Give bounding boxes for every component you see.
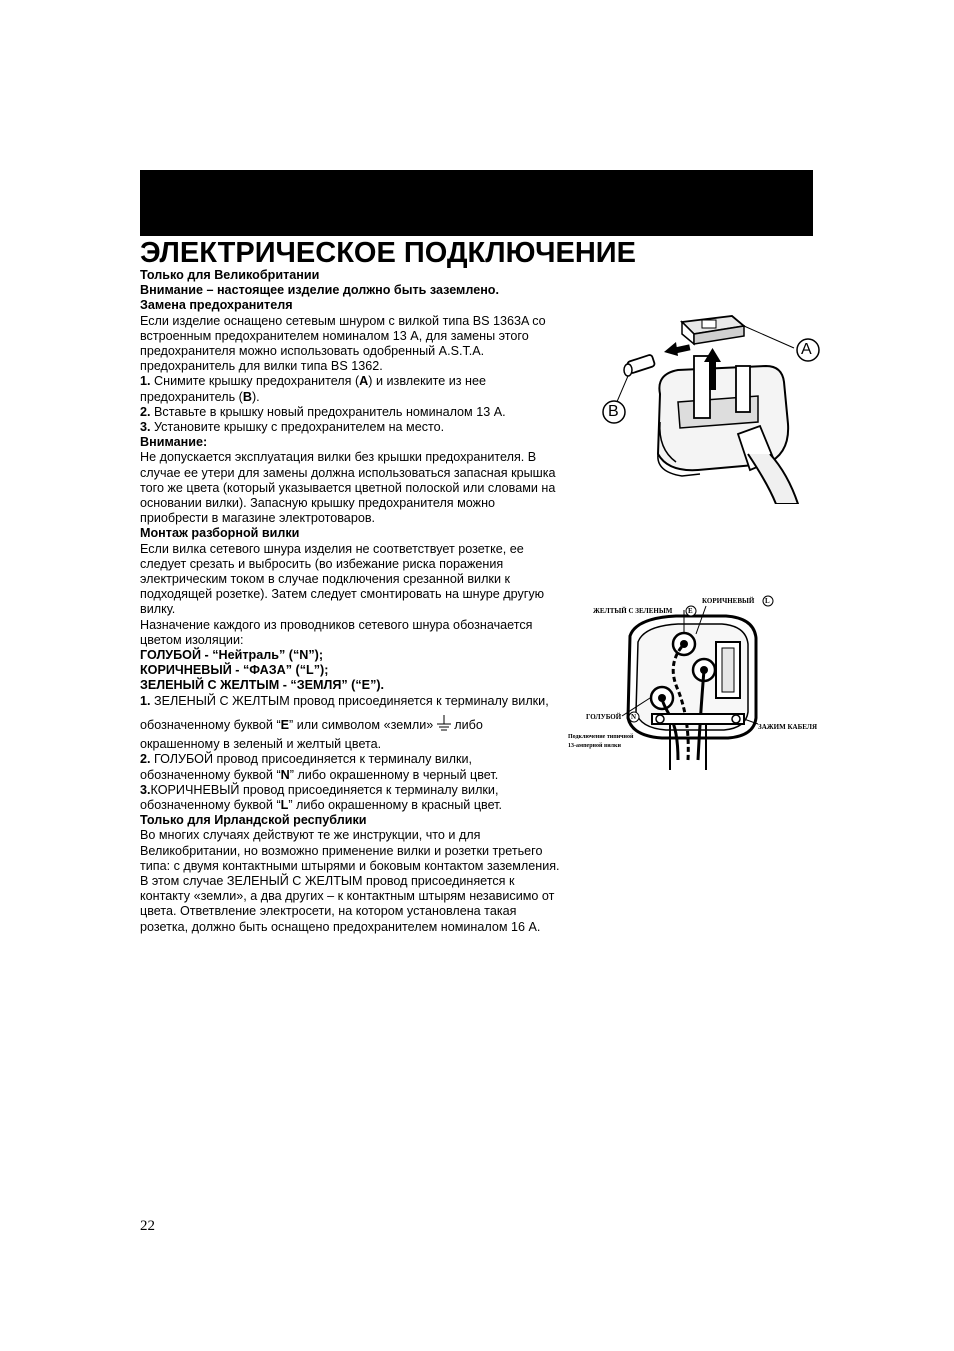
plug-line: Если вилка сетевого шнура изделия не соответствует розетке, ее — [140, 541, 524, 556]
fuse-step-3 — [140, 420, 600, 435]
step-text: КОРИЧНЕВЫЙ провод присоединяется к терминалу вилки, — [150, 782, 499, 797]
step-text: обозначенному буквой “ — [140, 717, 281, 732]
attention-line: случае ее утери для замены должна использоваться запасная крышка — [140, 465, 556, 480]
ground-warning: Внимание – настоящее изделие должно быть заземлено. — [140, 283, 500, 298]
fuse-intro-line: Если изделие оснащено сетевым шнуром с вилкой типа BS 1363A со — [140, 313, 546, 328]
wire-step-1-end: окрашенному в зеленый и желтый цвета. — [140, 737, 382, 752]
plug-fuse-illustration — [598, 304, 828, 504]
ireland-line: контакту «земли», а два других – к контактным штырям независимо от — [140, 889, 555, 904]
wire-step-3-cont — [140, 798, 600, 813]
plug-line: вилку. — [140, 602, 176, 617]
fuse-step-1 — [140, 374, 600, 389]
label-blue: ГОЛУБОЙ — [586, 713, 622, 721]
step-text: ” или символом «земли» — [289, 717, 437, 732]
wire-step-2-cont — [140, 768, 600, 783]
ireland-line: В этом случае ЗЕЛЕНЫЙ С ЖЕЛТЫМ провод присоединяется к — [140, 873, 515, 888]
green-earth: ЗЕЛЕНЫЙ С ЖЕЛТЫМ - “ЗЕМЛЯ” (“E”). — [140, 678, 385, 693]
letter-l: L — [280, 797, 289, 812]
attention-line: того же цвета (который указывается цветной полоской или словами на — [140, 480, 556, 495]
fuse-intro-line: встроенным предохранителем номиналом 13 А, для замены этого — [140, 328, 529, 343]
step-number: 2. — [140, 404, 151, 419]
step-text: либо — [450, 717, 483, 732]
step-text: ” либо окрашенному в красный цвет. — [288, 797, 503, 812]
page-title: ЭЛЕКТРИЧЕСКОЕ ПОДКЛЮЧЕНИЕ — [140, 237, 636, 269]
label-brown: КОРИЧНЕВЫЙ — [702, 597, 755, 605]
earth-symbol-icon — [437, 715, 451, 737]
label-n: N — [631, 713, 637, 721]
step-text: обозначенному буквой “ — [140, 797, 281, 812]
step-text: ). — [251, 389, 260, 404]
step-text: Установите крышку с предохранителем на место. — [150, 420, 445, 435]
plug-line: подходящей розетке). Затем следует смонтировать на шнуре другую — [140, 587, 545, 602]
label-l: L — [765, 597, 770, 605]
caption-line: Подключение типичной — [568, 734, 634, 740]
step-text: Вставьте в крышку новый предохранитель номиналом 13 А. — [150, 404, 506, 419]
fuse-intro-line: предохранитель для вилки типа BS 1362. — [140, 359, 383, 374]
label-cable-clamp: ЗАЖИМ КАБЕЛЯ — [758, 723, 818, 731]
fuse-heading: Замена предохранителя — [140, 298, 293, 313]
label-green-yellow: ЖЕЛТЫЙ С ЗЕЛЕНЫМ — [593, 607, 673, 615]
step-text: обозначенному буквой “ — [140, 767, 281, 782]
label-b: B — [608, 403, 619, 420]
step-text: ЗЕЛЕНЫЙ С ЖЕЛТЫМ провод присоединяется к терминалу вилки, — [150, 693, 549, 708]
attention-line: основании вилки). Запасную крышку предохранителя можно — [140, 496, 496, 511]
ireland-line: типа: с двумя контактными штырями и боковым контактом заземления. — [140, 858, 560, 873]
letter-a: A — [359, 374, 369, 389]
fuse-intro-line: предохранителя можно использовать одобренный A.S.T.A. — [140, 344, 485, 359]
step-number: 3. — [140, 782, 151, 797]
fuse-step-1-cont — [140, 390, 600, 405]
page-number: 22 — [140, 1218, 155, 1234]
wires-line: цветом изоляции: — [140, 632, 244, 647]
plug-wiring-figure — [566, 590, 836, 770]
wire-step-3 — [140, 783, 600, 798]
step-number: 1. — [140, 693, 151, 708]
step-number: 3. — [140, 420, 151, 435]
header-bar — [140, 170, 813, 236]
fuse-step-2 — [140, 405, 600, 420]
fuse-replacement-figure — [598, 304, 828, 504]
attention-heading: Внимание: — [140, 435, 208, 450]
step-text: ) и извлеките из нее — [368, 374, 487, 389]
label-e: E — [688, 607, 693, 615]
plug-line: следует срезать и выбросить (во избежание риска поражения — [140, 556, 504, 571]
blue-neutral: ГОЛУБОЙ - “Нейтраль” (“N”); — [140, 648, 324, 663]
ireland-line: Великобритании, но возможно применение вилки и розетки третьего — [140, 843, 543, 858]
wires-line: Назначение каждого из проводников сетевого шнура обозначается — [140, 617, 533, 632]
ireland-line: цвета. Ответвление электросети, на котором установлена такая — [140, 904, 517, 919]
step-text: Снимите крышку предохранителя ( — [150, 374, 360, 389]
uk-only-heading: Только для Великобритании — [140, 268, 320, 282]
step-number: 2. — [140, 752, 151, 767]
letter-n: N — [280, 767, 290, 782]
step-text: предохранитель ( — [140, 389, 243, 404]
wire-step-1 — [140, 694, 600, 709]
label-a: A — [801, 341, 812, 358]
step-number: 1. — [140, 374, 151, 389]
plug-line: электрическим током в случае подключения срезанной вилки к — [140, 572, 510, 587]
step-text: ” либо окрашенному в черный цвет. — [289, 767, 499, 782]
ireland-line: Во многих случаях действуют те же инструкции, что и для — [140, 828, 481, 843]
plug-heading: Монтаж разборной вилки — [140, 526, 300, 541]
caption-line: 13-амперной вилки — [568, 743, 621, 749]
letter-e: E — [280, 717, 290, 732]
brown-phase: КОРИЧНЕВЫЙ - “ФАЗА” (“L”); — [140, 663, 329, 678]
letter-b: B — [242, 389, 252, 404]
step-text: ГОЛУБОЙ провод присоединяется к терминалу вилки, — [150, 752, 473, 767]
ireland-line: розетка, должно быть оснащено предохранителем номиналом 16 А. — [140, 919, 541, 934]
attention-line: приобрести в магазине электротоваров. — [140, 511, 376, 526]
attention-line: Не допускается эксплуатация вилки без крышки предохранителя. В — [140, 450, 537, 465]
ireland-heading: Только для Ирландской республики — [140, 813, 367, 828]
body-text — [140, 268, 600, 935]
wire-step-2 — [140, 752, 600, 767]
wire-step-1-cont — [140, 715, 600, 737]
